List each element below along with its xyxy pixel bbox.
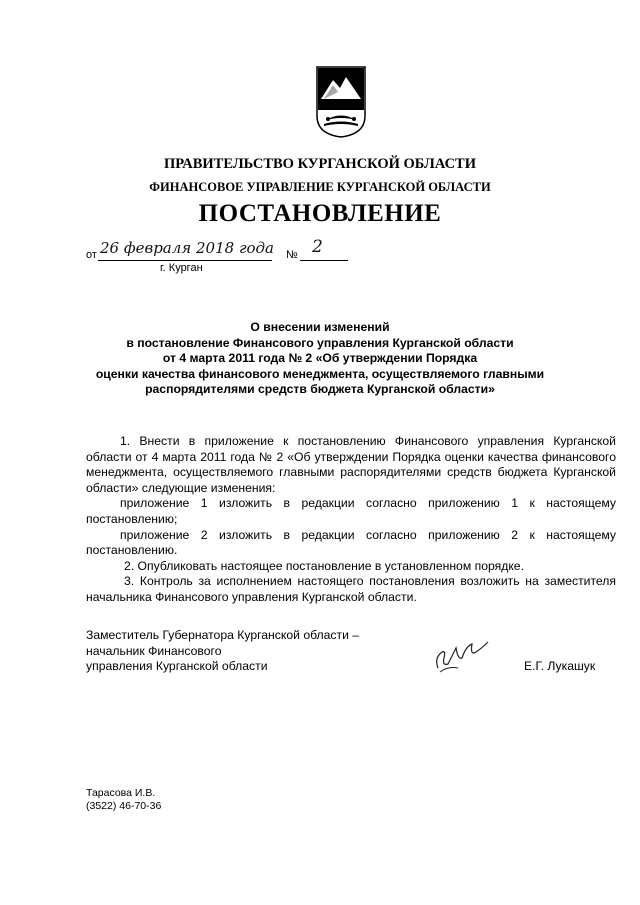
- city: г. Курган: [160, 262, 203, 274]
- signatory-line: управления Курганской области: [86, 659, 268, 674]
- signatory-line: Заместитель Губернатора Курганской области –: [86, 628, 360, 642]
- title-line: в постановление Финансового управления Курганской области: [126, 335, 514, 350]
- department-name: ФИНАНСОВОЕ УПРАВЛЕНИЕ КУРГАНСКОЙ ОБЛАСТИ: [149, 180, 491, 194]
- body-paragraph: 1. Внести в приложение к постановлению Финансового управления Курганской области от 4 марта 2011 года № 2 «Об утверждении Порядка оценки качества финансового менеджмента, осуществляемого главными распорядителями средств бюджета Курганской области» следующие изменения:: [86, 434, 616, 495]
- body-paragraph: приложение 2 изложить в редакции согласно приложению 2 к настоящему постановлению.: [86, 527, 616, 558]
- signatory-position: [86, 628, 359, 675]
- executor-info: [86, 787, 161, 813]
- coat-of-arms-emblem: [316, 66, 366, 138]
- number-field: [300, 242, 348, 261]
- title-line: О внесении изменений: [250, 320, 390, 334]
- government-name: ПРАВИТЕЛЬСТВО КУРГАНСКОЙ ОБЛАСТИ: [163, 156, 476, 172]
- body-paragraph: 2. Опубликовать настоящее постановление в установленном порядке.: [124, 558, 524, 573]
- title-line: оценки качества финансового менеджмента, осуществляемого главными: [95, 366, 545, 381]
- signatory-line: начальник Финансового: [86, 643, 222, 658]
- number-handwritten: 2: [312, 237, 323, 257]
- title-line: распорядителями средств бюджета Курганской области»: [145, 382, 495, 397]
- body-paragraph: приложение 1 изложить в редакции согласно приложению 1 к настоящему постановлению;: [86, 496, 616, 526]
- document-title: [0, 320, 640, 398]
- signatory-name: Е.Г. Лукашук: [524, 659, 596, 673]
- body-paragraph: 3. Контроль за исполнением настоящего постановления возложить на заместителя начальника Финансового управления Курганской области.: [86, 574, 616, 604]
- title-line: от 4 марта 2011 года № 2 «Об утверждении Порядка: [162, 351, 478, 366]
- executor-phone: (3522) 46-70-36: [86, 800, 162, 812]
- date-prefix: от: [86, 249, 97, 261]
- number-sign: №: [286, 249, 298, 261]
- document-type-heading: ПОСТАНОВЛЕНИЕ: [198, 200, 442, 227]
- executor-name: Тарасова И.В.: [86, 787, 156, 799]
- date-handwritten: 26 февраля 2018 года: [100, 239, 275, 257]
- document-body: [86, 434, 616, 606]
- handwritten-signature: [428, 638, 498, 678]
